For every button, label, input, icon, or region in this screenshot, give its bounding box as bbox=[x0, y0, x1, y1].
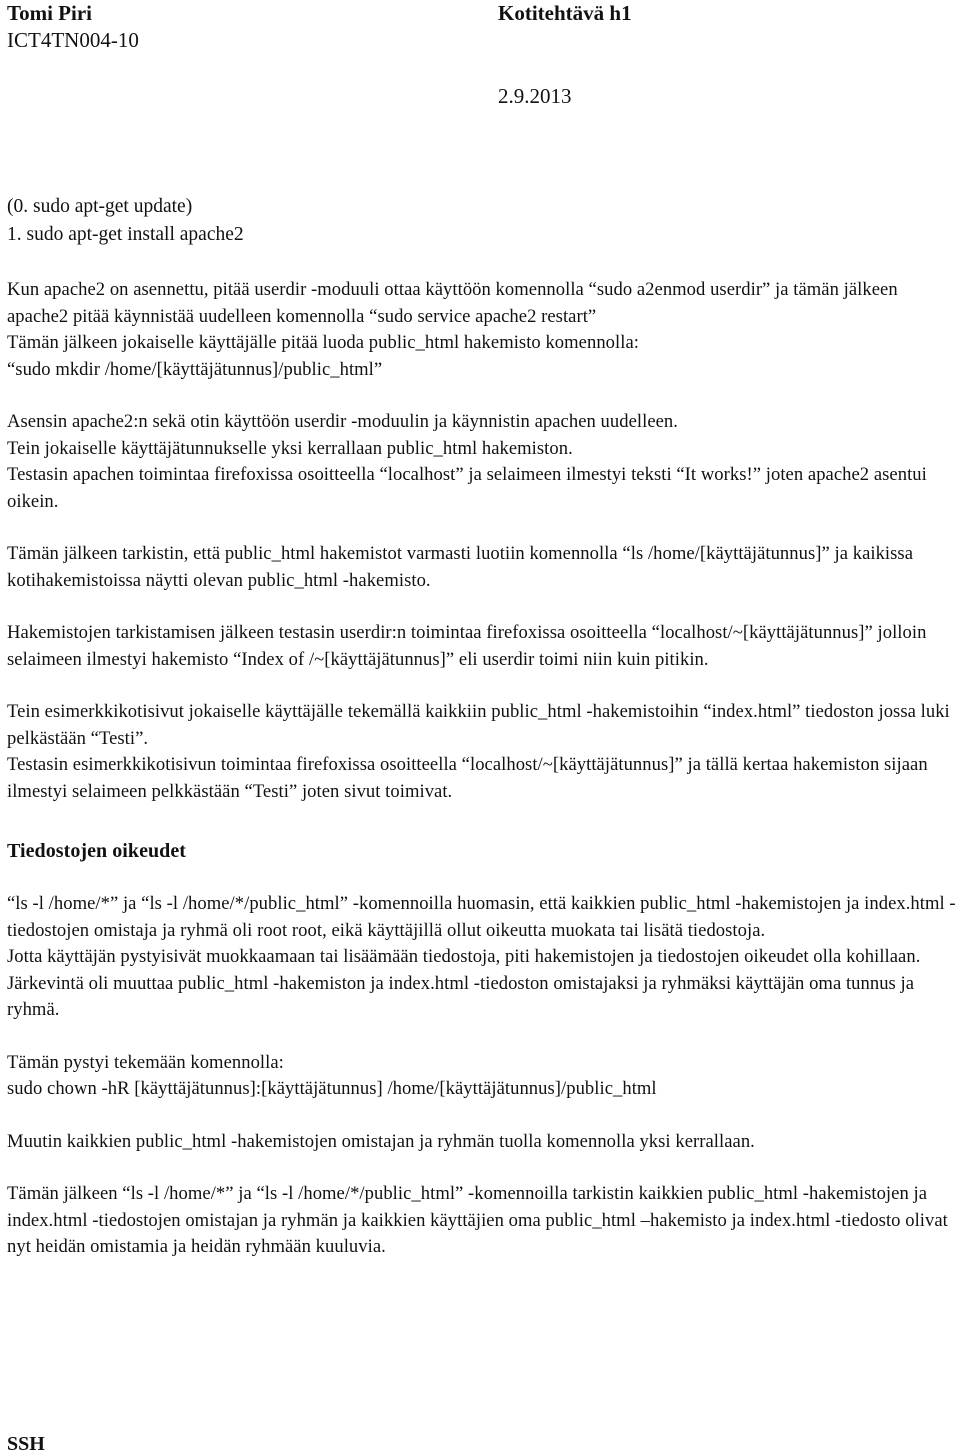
paragraph-ls-findings: “ls -l /home/*” ja “ls -l /home/*/public_html” -komennoilla huomasin, että kaikkien public_html -hakemistojen ja index.html -tiedostojen omistaja ja ryhmä oli root root, eikä käyttäjillä ollut oikeutta muokata tai lisätä tiedostoja. bbox=[7, 893, 956, 941]
document-body bbox=[7, 277, 957, 1261]
command-list bbox=[7, 193, 244, 249]
paragraph-mkdir-command: “sudo mkdir /home/[käyttäjätunnus]/public_html” bbox=[7, 358, 383, 380]
paragraph-ownership-reason: Jotta käyttäjän pystyisivät muokkaamaan tai lisäämään tiedostoja, piti hakemistojen ja tiedostojen oikeudet olla kohillaan. Järkevintä oli muuttaa public_html -hakemiston ja index.html -tiedoston omistajaksi ja ryhmäksi käyttäjän oma tunnus ja ryhmä. bbox=[7, 946, 921, 1020]
document-date: 2.9.2013 bbox=[498, 84, 572, 108]
paragraph-verified-ownership: Tämän jälkeen “ls -l /home/*” ja “ls -l /home/*/public_html” -komennoilla tarkistin kaikkien public_html -hakemistojen ja index.html -tiedostojen omistajan ja ryhmän ja kaikkien käyttäjien oma public_html –hakemisto ja index.html -tiedosto olivat nyt heidän omistamia ja heidän ryhmään kuuluvia. bbox=[7, 1183, 948, 1257]
author-name: Tomi Piri bbox=[7, 1, 92, 25]
paragraph-changed-ownership: Muutin kaikkien public_html -hakemistojen omistajan ja ryhmän tuolla komennolla yksi kerrallaan. bbox=[7, 1130, 755, 1152]
paragraph-tested-pages: Testasin esimerkkikotisivun toimintaa firefoxissa osoitteella “localhost/~[käyttäjätunnus]” ja tällä kertaa hakemiston sijaan ilmestyi selaimeen pelkkästään “Testi” joten sivut toimivat. bbox=[7, 754, 928, 802]
paragraph-command-intro: Tämän pystyi tekemään komennolla: bbox=[7, 1051, 284, 1073]
document-title: Kotitehtävä h1 bbox=[498, 1, 632, 25]
paragraph-example-pages: Tein esimerkkikotisivut jokaiselle käyttäjälle tekemällä kaikkiin public_html -hakemistoihin “index.html” tiedoston jossa luki pelkästään “Testi”. bbox=[7, 701, 950, 749]
paragraph-installed: Asensin apache2:n sekä otin käyttöön userdir -moduulin ja käynnistin apachen uudelleen. bbox=[7, 411, 678, 432]
heading-file-permissions: Tiedostojen oikeudet bbox=[7, 840, 186, 862]
paragraph-tested-localhost: Testasin apachen toimintaa firefoxissa osoitteella “localhost” ja selaimeen ilmestyi teksti “It works!” joten apache2 asentui oikein. bbox=[7, 464, 927, 512]
heading-ssh: SSH bbox=[7, 1433, 45, 1455]
paragraph-checked-dirs: Tämän jälkeen tarkistin, että public_html hakemistot varmasti luotiin komennolla “ls /home/[käyttäjätunnus]” ja kaikissa kotihakemistoissa näytti olevan public_html -hakemisto. bbox=[7, 543, 914, 591]
command-install: 1. sudo apt-get install apache2 bbox=[7, 224, 244, 245]
paragraph-created-dirs: Tein jokaiselle käyttäjätunnukselle yksi kerrallaan public_html hakemiston. bbox=[7, 437, 573, 459]
paragraph-userdir-intro: Kun apache2 on asennettu, pitää userdir -moduuli ottaa käyttöön komennolla “sudo a2enmod userdir” ja tämän jälkeen apache2 pitää käynnistää uudelleen komennolla “sudo service apache2 restart” bbox=[7, 279, 898, 327]
paragraph-public-html-intro: Tämän jälkeen jokaiselle käyttäjälle pitää luoda public_html hakemisto komennolla: bbox=[7, 332, 639, 353]
course-code: ICT4TN004-10 bbox=[7, 28, 139, 52]
paragraph-tested-userdir: Hakemistojen tarkistamisen jälkeen testasin userdir:n toimintaa firefoxissa osoitteella “localhost/~[käyttäjätunnus]” jolloin selaimeen ilmestyi hakemisto “Index of /~[käyttäjätunnus]” eli userdir toimi niin kuin pitikin. bbox=[7, 622, 927, 670]
command-update: (0. sudo apt-get update) bbox=[7, 196, 193, 217]
paragraph-chown-command: sudo chown -hR [käyttäjätunnus]:[käyttäjätunnus] /home/[käyttäjätunnus]/public_html bbox=[7, 1078, 657, 1099]
